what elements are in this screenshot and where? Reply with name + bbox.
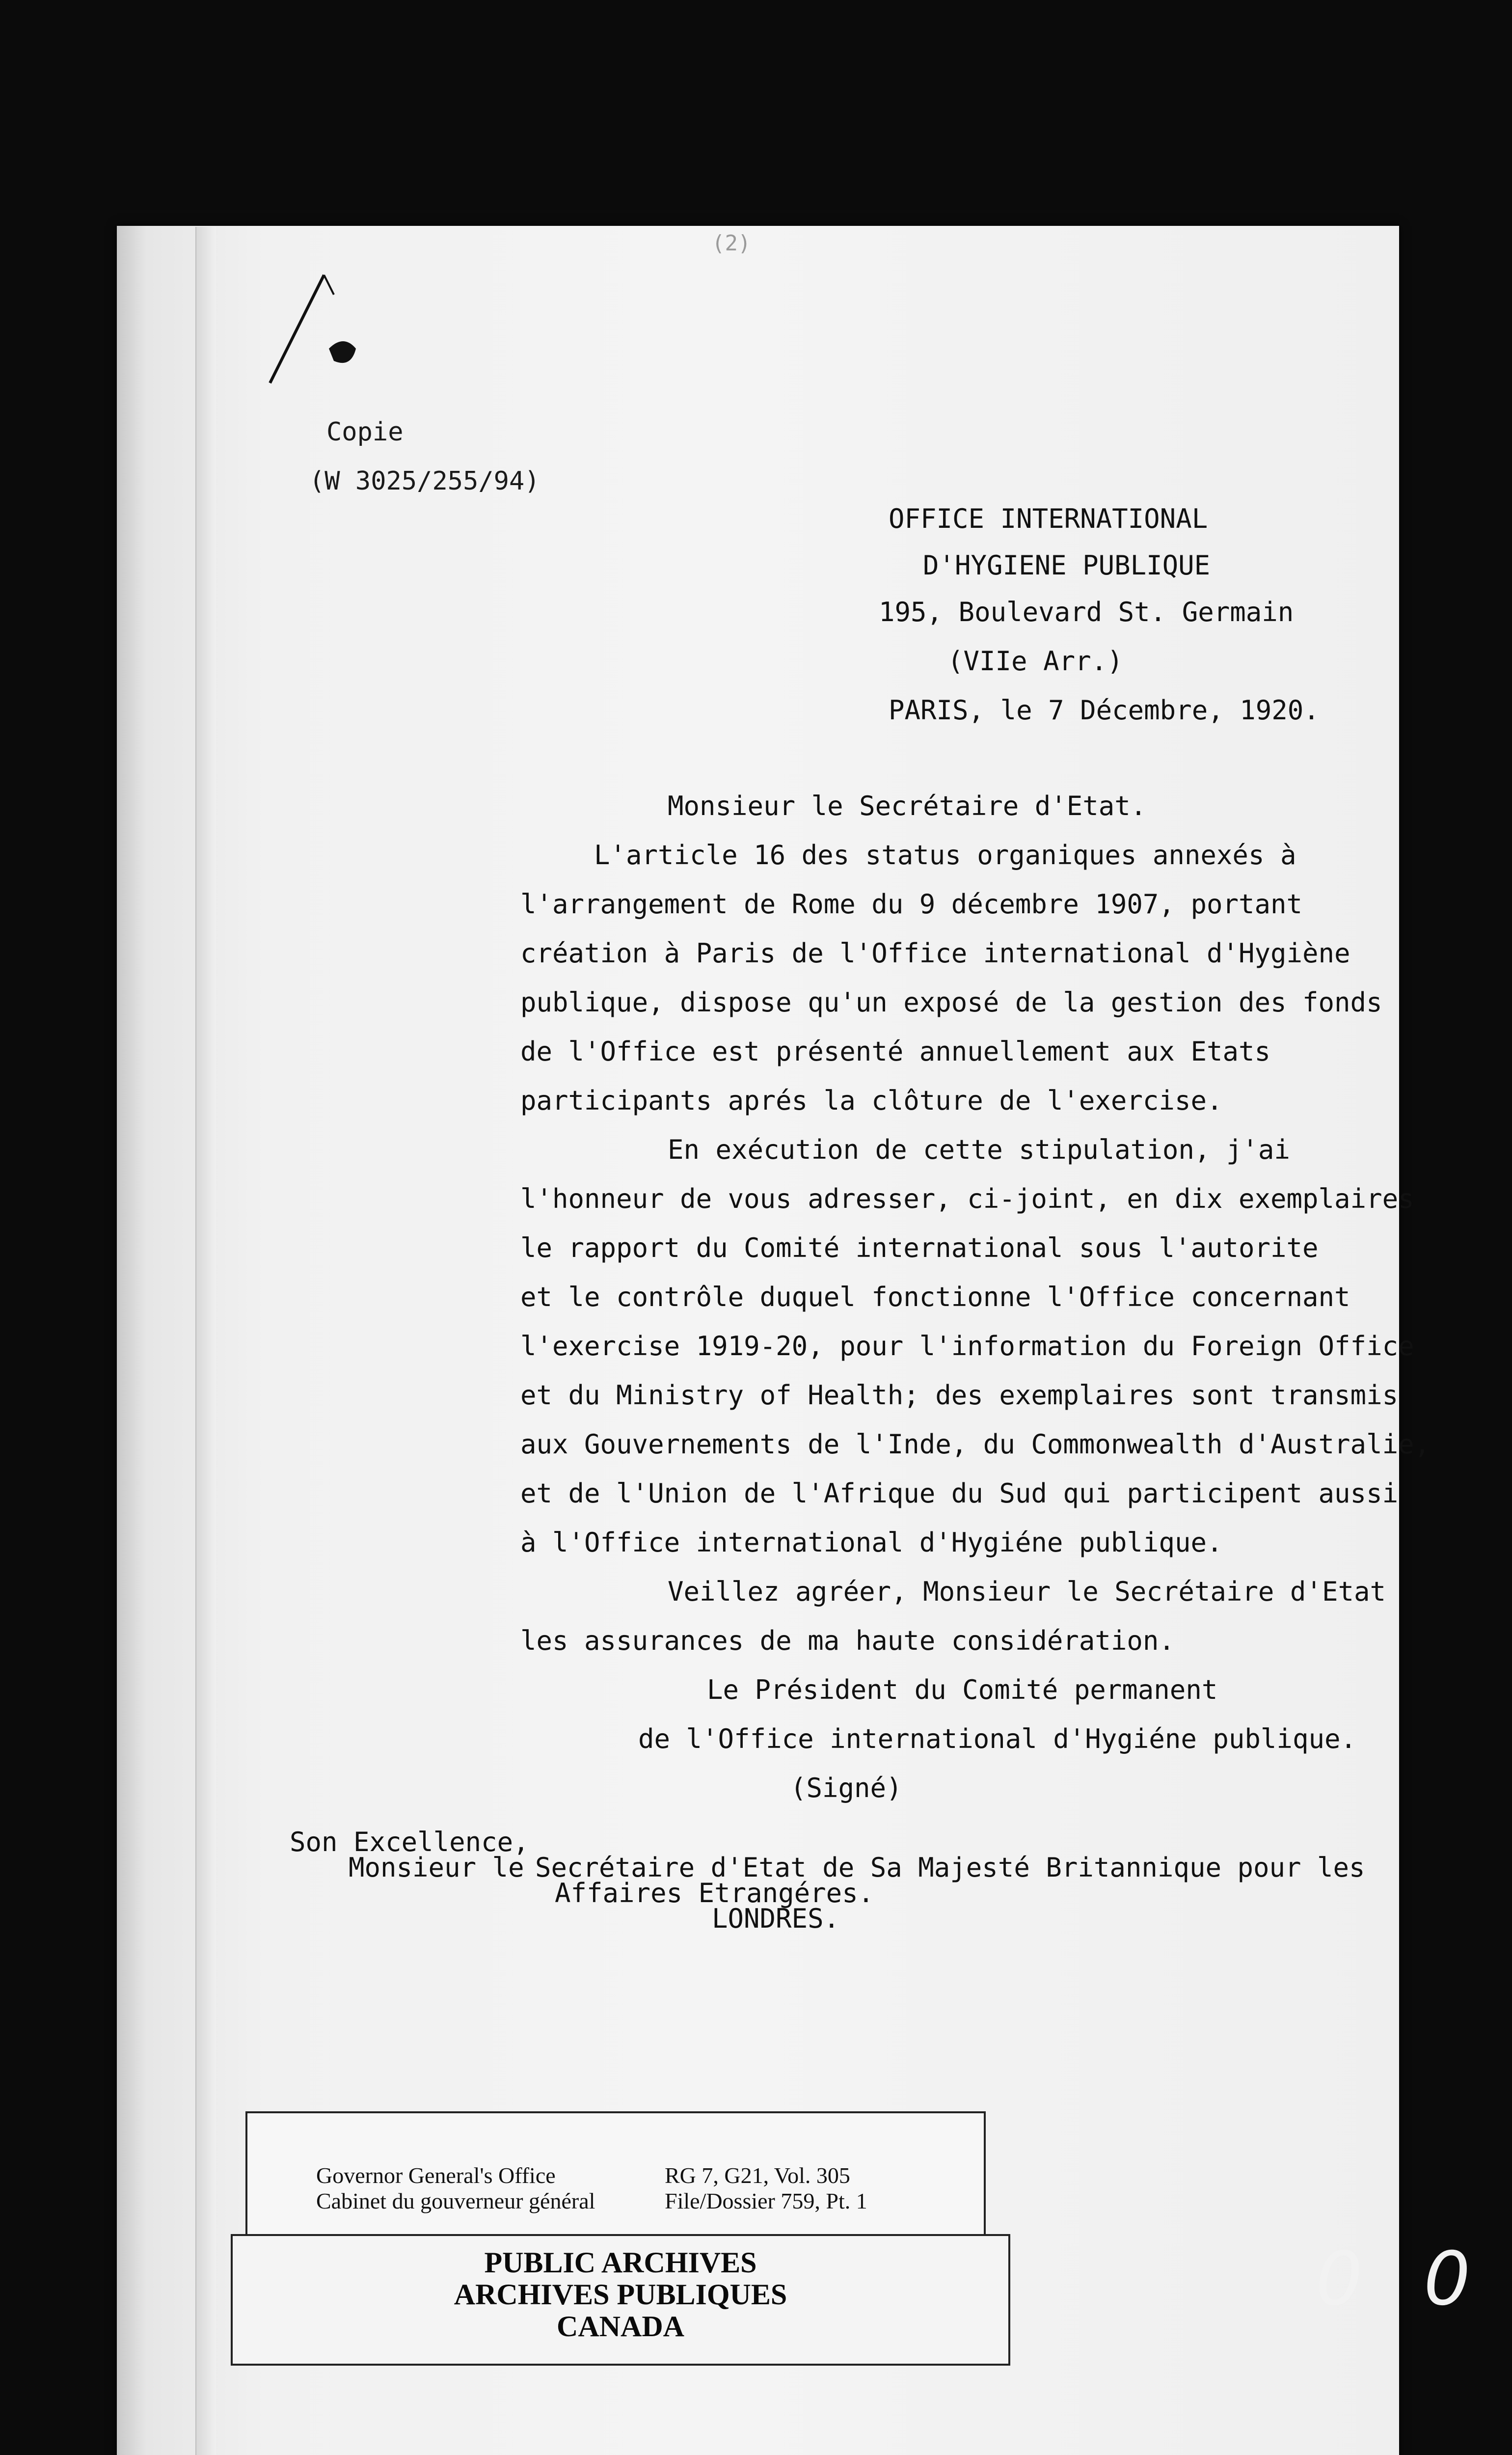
letterhead-line: D'HYGIENE PUBLIQUE <box>923 550 1211 581</box>
archive-office-fr: Cabinet du gouverneur général <box>316 2188 595 2213</box>
body-line: l'honneur de vous adresser, ci-joint, en dix exemplaires <box>520 1183 1414 1214</box>
body-line: Veillez agréer, Monsieur le Secrétaire d'Etat <box>668 1576 1386 1607</box>
body-line: L'article 16 des status organiques annexés à <box>594 840 1296 871</box>
frame-number: 0 <box>1316 2237 1363 2322</box>
salutation: Monsieur le Secrétaire d'Etat. <box>668 791 1147 821</box>
body-line: participants aprés la clôture de l'exercise. <box>520 1085 1223 1116</box>
frame-number: 0 <box>1424 2237 1471 2322</box>
signature-note: (Signé) <box>790 1773 902 1803</box>
body-line: et du Ministry of Health; des exemplaires sont transmis <box>520 1380 1399 1411</box>
closing-line: Le Président du Comité permanent <box>707 1674 1218 1705</box>
archive-ref-2: File/Dossier 759, Pt. 1 <box>665 2188 867 2213</box>
body-line: aux Gouvernements de l'Inde, du Commonwealth d'Australie, <box>520 1429 1431 1460</box>
archive-ref-1: RG 7, G21, Vol. 305 <box>665 2163 850 2188</box>
file-reference: (W 3025/255/94) <box>309 466 540 496</box>
body-line: En exécution de cette stipulation, j'ai <box>668 1134 1290 1165</box>
archive-label <box>245 2111 986 2253</box>
addressee-line: Secrétaire d'Etat de Sa Majesté Britannique pour les <box>535 1852 1365 1883</box>
letterhead-line: 195, Boulevard St. Germain <box>879 597 1294 627</box>
page-number-mark: (2) <box>712 231 751 256</box>
letterhead-line: (VIIe Arr.) <box>947 646 1123 677</box>
body-line: de l'Office est présenté annuellement aux Etats <box>520 1036 1271 1067</box>
addressee-line: Affaires Etrangéres. <box>555 1878 874 1909</box>
archive-office-en: Governor General's Office <box>316 2163 556 2188</box>
handwritten-mark-icon <box>265 265 363 393</box>
stamp-line: PUBLIC ARCHIVES <box>484 2246 757 2279</box>
letterhead-line: PARIS, le 7 Décembre, 1920. <box>889 695 1320 726</box>
body-line: les assurances de ma haute considération. <box>520 1625 1175 1656</box>
body-line: et le contrôle duquel fonctionne l'Office concernant <box>520 1282 1350 1312</box>
copy-label: Copie <box>326 417 404 447</box>
stamp-line: CANADA <box>557 2310 684 2343</box>
stamp-line: ARCHIVES PUBLIQUES <box>454 2278 787 2311</box>
page-fold-edge <box>195 227 216 2455</box>
body-line: le rapport du Comité international sous l'autorite <box>520 1232 1319 1263</box>
body-line: à l'Office international d'Hygiéne publique. <box>520 1527 1223 1558</box>
letterhead-line: OFFICE INTERNATIONAL <box>889 503 1208 534</box>
body-line: l'arrangement de Rome du 9 décembre 1907, portant <box>520 889 1303 920</box>
body-line: publique, dispose qu'un exposé de la gestion des fonds <box>520 987 1382 1018</box>
body-line: et de l'Union de l'Afrique du Sud qui participent aussi <box>520 1478 1399 1509</box>
closing-line: de l'Office international d'Hygiéne publique. <box>638 1723 1356 1754</box>
body-line: création à Paris de l'Office international d'Hygiène <box>520 938 1350 969</box>
addressee-line: Monsieur le <box>349 1852 524 1883</box>
body-line: l'exercise 1919-20, pour l'information du Foreign Office <box>520 1331 1414 1362</box>
addressee-line: Son Excellence, <box>290 1827 529 1857</box>
archives-stamp <box>231 2234 1010 2366</box>
addressee-line: LONDRES. <box>712 1903 840 1934</box>
